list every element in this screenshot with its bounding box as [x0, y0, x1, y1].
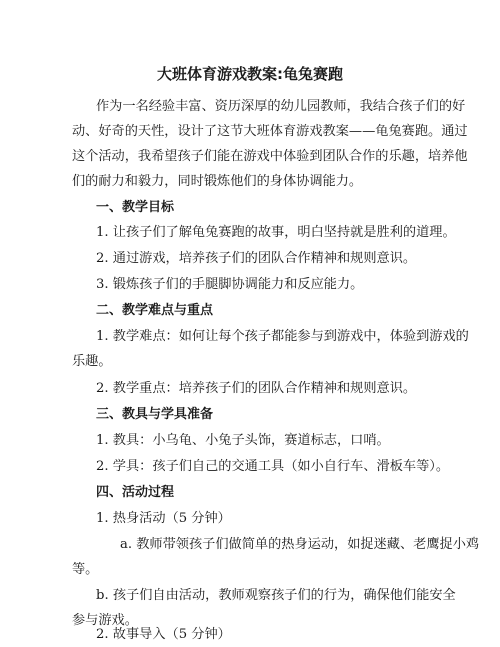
section-heading-difficulties: 二、教学难点与重点 — [96, 303, 214, 318]
section-heading-process: 四、活动过程 — [96, 485, 175, 500]
goal-item: 3. 锻炼孩子们的手腿脚协调能力和反应能力。 — [96, 277, 364, 292]
process-substep: b. 孩子们自由活动，教师观察孩子们的行为，确保他们能安全 — [96, 588, 456, 603]
difficulty-item: 1. 教学难点：如何让每个孩子都能参与到游戏中，体验到游戏的 — [96, 329, 469, 344]
key-point-item: 2. 教学重点：培养孩子们的团队合作精神和规则意识。 — [96, 381, 417, 396]
intro-line: 们的耐力和毅力，同时锻炼他们的身体协调能力。 — [72, 174, 363, 189]
intro-line: 动、好奇的天性，设计了这节大班体育游戏教案——龟兔赛跑。通过 — [72, 124, 468, 139]
process-substep-continued: 参与游戏。 — [72, 613, 138, 628]
section-heading-materials: 三、教具与学具准备 — [96, 407, 214, 422]
intro-line: 作为一名经验丰富、资历深厚的幼儿园教师，我结合孩子们的好 — [96, 99, 466, 114]
difficulty-item-continued: 乐趣。 — [72, 354, 112, 369]
process-step: 2. 故事导入（5 分钟） — [96, 627, 231, 642]
goal-item: 1. 让孩子们了解龟兔赛跑的故事，明白坚持就是胜利的道理。 — [96, 225, 456, 240]
process-substep-continued: 等。 — [72, 562, 99, 577]
material-item: 1. 教具：小乌龟、小兔子头饰，赛道标志，口哨。 — [96, 433, 390, 448]
material-item: 2. 学具：孩子们自己的交通工具（如小自行车、滑板车等）。 — [96, 459, 450, 474]
process-substep: a. 教师带领孩子们做简单的热身运动，如捉迷藏、老鹰捉小鸡 — [120, 537, 480, 552]
section-heading-goals: 一、教学目标 — [96, 200, 175, 215]
process-step: 1. 热身活动（5 分钟） — [96, 511, 231, 526]
goal-item: 2. 通过游戏，培养孩子们的团队合作精神和规则意识。 — [96, 251, 417, 266]
document-title: 大班体育游戏教案:龟兔赛跑 — [157, 65, 343, 83]
intro-line: 这个活动，我希望孩子们能在游戏中体验到团队合作的乐趣，培养他 — [72, 149, 468, 164]
